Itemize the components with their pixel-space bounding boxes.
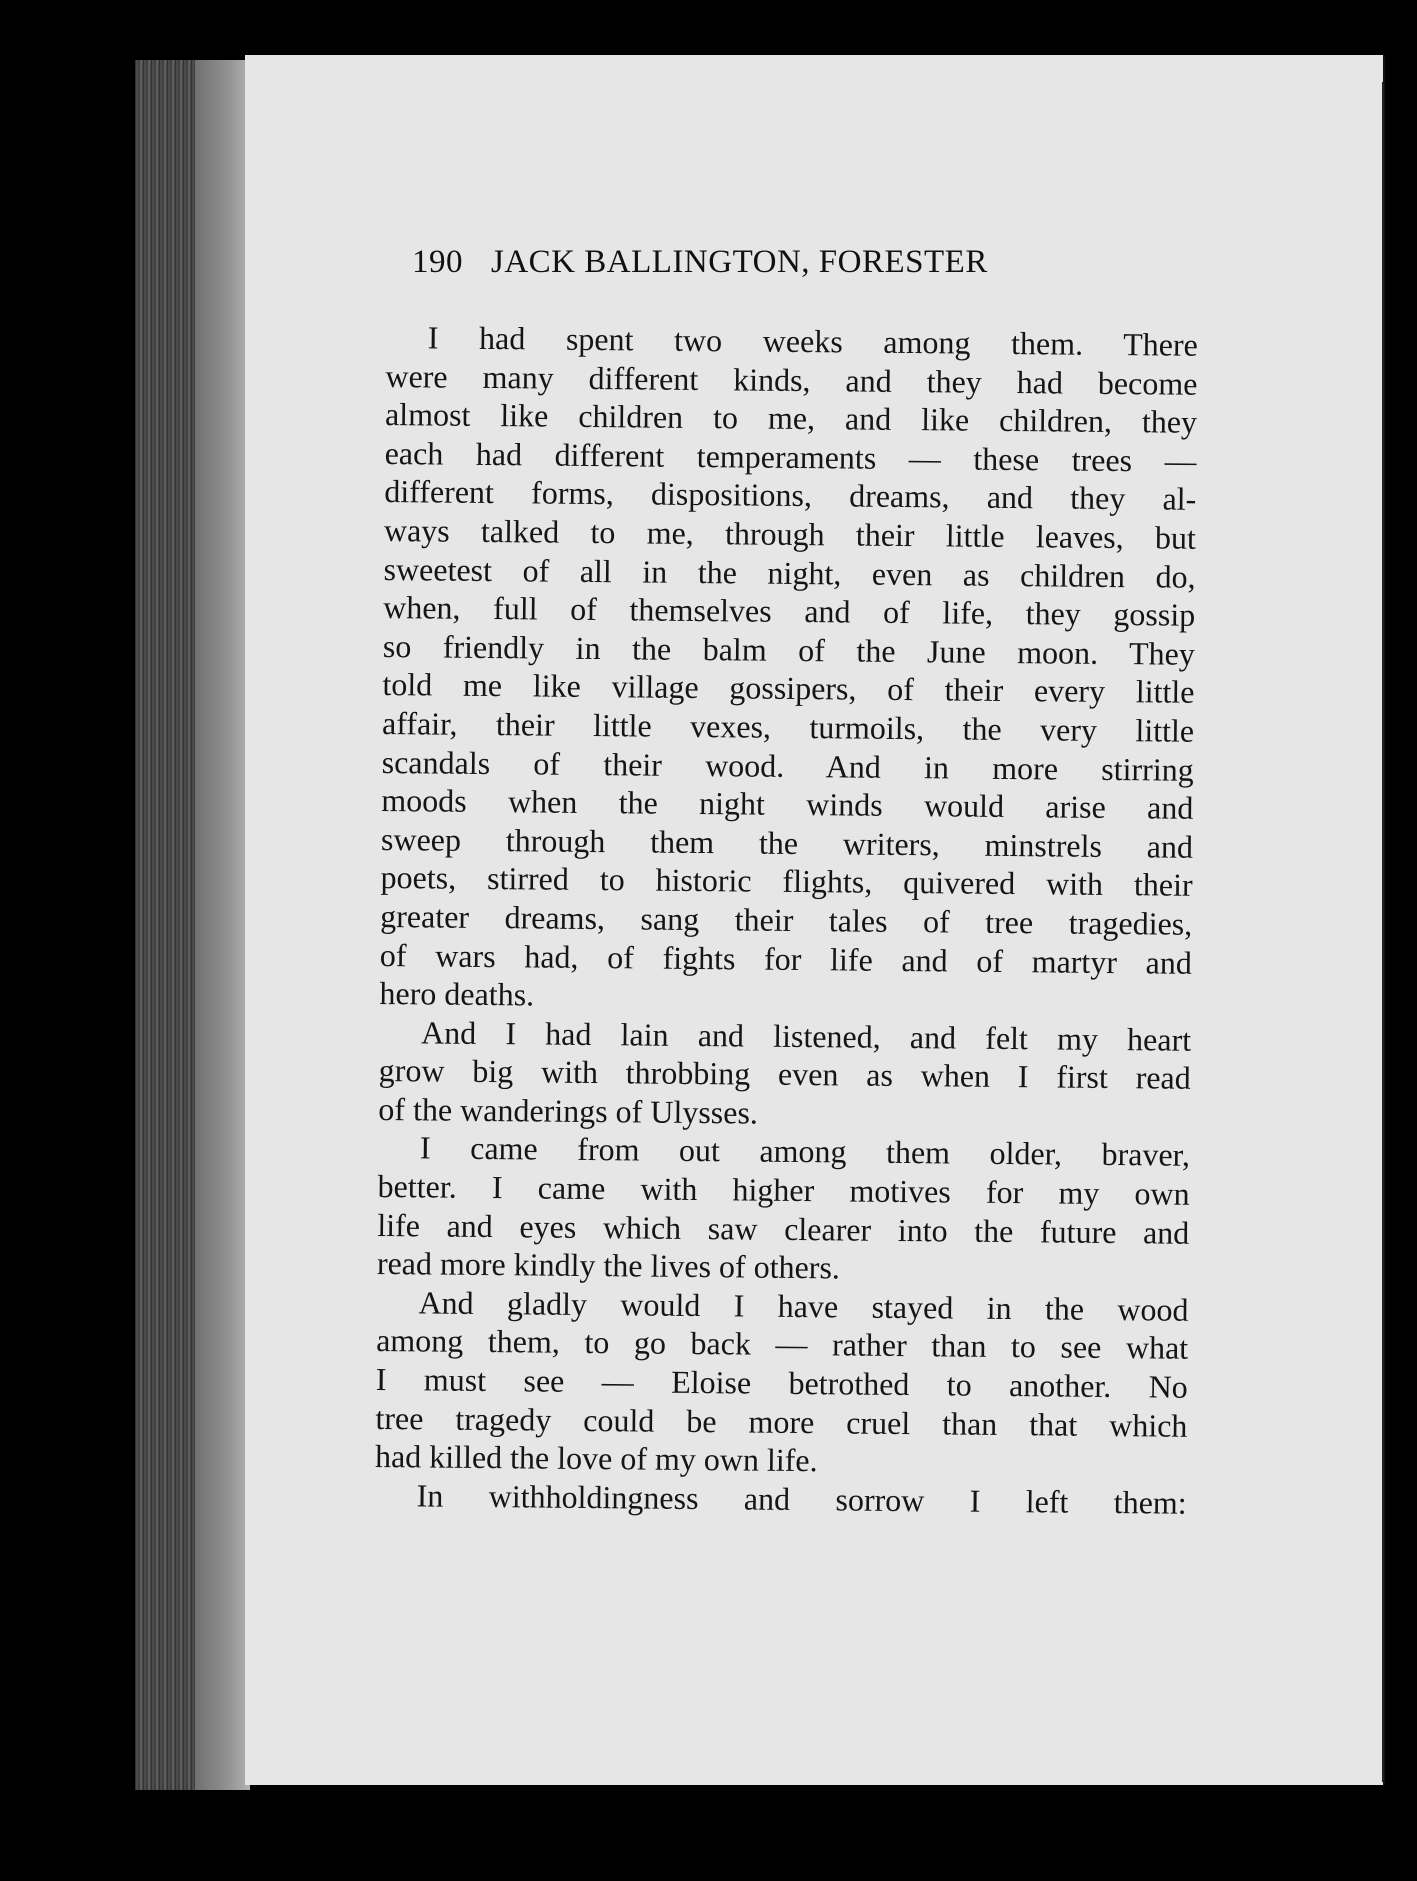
text-line: almost like children to me, and like children, they — [384, 396, 1198, 440]
text-line: grow big with throbbing even as when I first read — [378, 1052, 1191, 1097]
text-line: I had spent two weeks among them. There — [427, 319, 1198, 363]
text-line: of the wanderings of Ulysses. — [378, 1090, 759, 1131]
text-line: poets, stirred to historic flights, quivered with their — [380, 859, 1193, 904]
text-line: better. I came with higher motives for my own — [377, 1168, 1190, 1212]
text-line: had killed the love of my own life. — [374, 1438, 818, 1479]
text-line: life and eyes which saw clearer into the future and — [377, 1206, 1190, 1251]
text-line: different forms, dispositions, dreams, and they al- — [384, 473, 1197, 518]
body-text — [375, 318, 1198, 1522]
text-line: when, full of themselves and of life, they gossip — [383, 589, 1196, 633]
text-line: And gladly would I have stayed in the wood — [418, 1284, 1189, 1328]
text-line: I came from out among them older, braver, — [419, 1129, 1191, 1174]
text-line: I must see — Eloise betrothed to another. No — [375, 1360, 1188, 1405]
text-line: ways talked to me, through their little leaves, but — [383, 511, 1197, 556]
paragraph — [375, 1283, 1189, 1484]
paragraph — [375, 1476, 1187, 1522]
text-line: among them, to go back — rather than to see what — [376, 1322, 1189, 1367]
text-line: moods when the night winds would arise and — [381, 782, 1194, 826]
text-line: tree tragedy could be more cruel than that which — [375, 1399, 1188, 1444]
paragraph — [377, 1128, 1190, 1290]
text-line: affair, their little vexes, turmoils, the very little — [381, 704, 1195, 749]
text-line: scandals of their wood. And in more stirring — [381, 743, 1194, 788]
text-line: greater dreams, sang their tales of tree tragedies, — [380, 897, 1193, 942]
text-line: In withholdingness and sorrow I left them: — [416, 1477, 1187, 1521]
text-line: hero deaths. — [379, 975, 535, 1013]
text-line: so friendly in the balm of the June moon. They — [382, 627, 1195, 672]
page-edges — [135, 60, 250, 1790]
running-title: JACK BALLINGTON, FORESTER — [491, 244, 988, 280]
text-line: told me like village gossipers, of their every little — [382, 666, 1195, 711]
text-line: each had different temperaments — these trees — — [384, 434, 1197, 479]
paragraph — [379, 318, 1198, 1020]
text-line: were many different kinds, and they had become — [385, 357, 1198, 402]
text-line: And I had lain and listened, and felt my heart — [420, 1014, 1192, 1058]
text-line: of wars had, of fights for life and of martyr and — [379, 936, 1193, 981]
page-gutter-line — [1382, 82, 1384, 1782]
running-head — [412, 244, 1112, 281]
page-number: 190 — [412, 244, 463, 280]
text-line: read more kindly the lives of others. — [376, 1245, 841, 1286]
paragraph — [378, 1013, 1191, 1137]
text-line: sweetest of all in the night, even as children do, — [383, 550, 1196, 595]
text-line: sweep through them the writers, minstrels and — [380, 820, 1194, 865]
